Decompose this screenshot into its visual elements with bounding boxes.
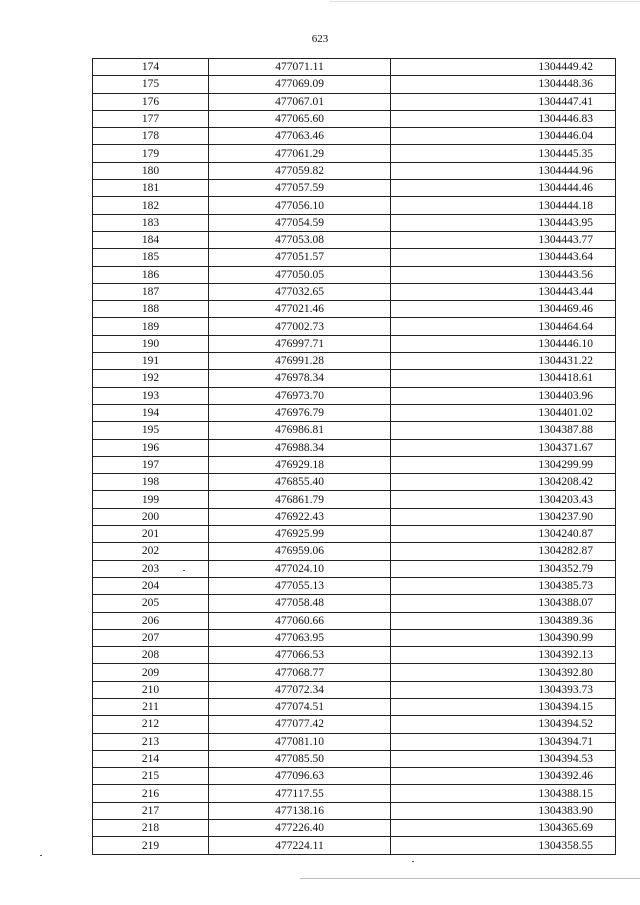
point-number-cell: 184: [93, 231, 209, 248]
x-coordinate-cell: 477085.50: [209, 750, 391, 767]
point-number-cell: 197: [93, 456, 209, 473]
coordinates-table: [92, 58, 616, 855]
y-coordinate-cell: 1304443.64: [391, 249, 616, 266]
y-coordinate-cell: 1304443.77: [391, 231, 616, 248]
table-row: [93, 595, 616, 612]
point-number-cell: 181: [93, 180, 209, 197]
y-coordinate-cell: 1304365.69: [391, 820, 616, 837]
table-row: [93, 456, 616, 473]
table-row: [93, 508, 616, 525]
table-row: [93, 76, 616, 93]
y-coordinate-cell: 1304449.42: [391, 59, 616, 76]
table-row: [93, 318, 616, 335]
point-number-cell: 182: [93, 197, 209, 214]
table-row: [93, 526, 616, 543]
table-row: [93, 577, 616, 594]
point-number-cell: 191: [93, 353, 209, 370]
y-coordinate-cell: 1304385.73: [391, 577, 616, 594]
y-coordinate-cell: 1304388.07: [391, 595, 616, 612]
y-coordinate-cell: 1304394.71: [391, 733, 616, 750]
y-coordinate-cell: 1304418.61: [391, 370, 616, 387]
x-coordinate-cell: 477224.11: [209, 837, 391, 854]
point-number-cell: 194: [93, 404, 209, 421]
y-coordinate-cell: 1304240.87: [391, 526, 616, 543]
point-number-cell: 192: [93, 370, 209, 387]
table-row: [93, 491, 616, 508]
table-row: [93, 837, 616, 854]
x-coordinate-cell: 477065.60: [209, 110, 391, 127]
y-coordinate-cell: 1304390.99: [391, 629, 616, 646]
scan-speck: [40, 855, 42, 856]
x-coordinate-cell: 477053.08: [209, 231, 391, 248]
table-row: [93, 301, 616, 318]
scan-speck: [412, 861, 414, 862]
y-coordinate-cell: 1304394.53: [391, 750, 616, 767]
y-coordinate-cell: 1304203.43: [391, 491, 616, 508]
point-number-cell: 187: [93, 283, 209, 300]
x-coordinate-cell: 477032.65: [209, 283, 391, 300]
table-row: [93, 768, 616, 785]
point-number-cell: 190: [93, 335, 209, 352]
y-coordinate-cell: 1304393.73: [391, 681, 616, 698]
y-coordinate-cell: 1304388.15: [391, 785, 616, 802]
y-coordinate-cell: 1304469.46: [391, 301, 616, 318]
point-number-cell: 201: [93, 526, 209, 543]
y-coordinate-cell: 1304237.90: [391, 508, 616, 525]
table-row: [93, 698, 616, 715]
y-coordinate-cell: 1304443.95: [391, 214, 616, 231]
y-coordinate-cell: 1304383.90: [391, 802, 616, 819]
point-number-cell: 205: [93, 595, 209, 612]
point-number-cell: 193: [93, 387, 209, 404]
x-coordinate-cell: 477061.29: [209, 145, 391, 162]
x-coordinate-cell: 476997.71: [209, 335, 391, 352]
x-coordinate-cell: 477066.53: [209, 647, 391, 664]
x-coordinate-cell: 476922.43: [209, 508, 391, 525]
page-number: 623: [311, 33, 329, 45]
y-coordinate-cell: 1304387.88: [391, 422, 616, 439]
y-coordinate-cell: 1304446.10: [391, 335, 616, 352]
point-number-cell: 212: [93, 716, 209, 733]
table-row: [93, 335, 616, 352]
x-coordinate-cell: 477058.48: [209, 595, 391, 612]
x-coordinate-cell: 476986.81: [209, 422, 391, 439]
x-coordinate-cell: 477074.51: [209, 698, 391, 715]
table-row: [93, 197, 616, 214]
point-number-cell: 216: [93, 785, 209, 802]
table-row: [93, 353, 616, 370]
point-number-cell: 199: [93, 491, 209, 508]
y-coordinate-cell: 1304444.96: [391, 162, 616, 179]
x-coordinate-cell: 477057.59: [209, 180, 391, 197]
table-row: [93, 59, 616, 76]
x-coordinate-cell: 477050.05: [209, 266, 391, 283]
table-row: [93, 404, 616, 421]
x-coordinate-cell: 477002.73: [209, 318, 391, 335]
point-number-cell: 208: [93, 647, 209, 664]
x-coordinate-cell: 476959.06: [209, 543, 391, 560]
x-coordinate-cell: 477081.10: [209, 733, 391, 750]
x-coordinate-cell: 477024.10: [209, 560, 391, 577]
y-coordinate-cell: 1304392.13: [391, 647, 616, 664]
x-coordinate-cell: 477063.46: [209, 128, 391, 145]
point-number-cell: 183: [93, 214, 209, 231]
point-number-cell: 189: [93, 318, 209, 335]
table-row: [93, 802, 616, 819]
table-row: [93, 647, 616, 664]
y-coordinate-cell: 1304389.36: [391, 612, 616, 629]
x-coordinate-cell: 477021.46: [209, 301, 391, 318]
x-coordinate-cell: 476973.70: [209, 387, 391, 404]
y-coordinate-cell: 1304358.55: [391, 837, 616, 854]
table-row: [93, 180, 616, 197]
x-coordinate-cell: 477226.40: [209, 820, 391, 837]
table-row: [93, 664, 616, 681]
y-coordinate-cell: 1304401.02: [391, 404, 616, 421]
table-row: [93, 93, 616, 110]
point-number-cell: 213: [93, 733, 209, 750]
table-row: [93, 283, 616, 300]
point-number-cell: 179: [93, 145, 209, 162]
point-number-cell: 198: [93, 474, 209, 491]
point-number-cell: 210: [93, 681, 209, 698]
point-number-cell: 218: [93, 820, 209, 837]
point-number-cell: 186: [93, 266, 209, 283]
table-row: [93, 387, 616, 404]
table-row: [93, 128, 616, 145]
point-number-cell: 196: [93, 439, 209, 456]
table-row: [93, 162, 616, 179]
x-coordinate-cell: 477068.77: [209, 664, 391, 681]
x-coordinate-cell: 477051.57: [209, 249, 391, 266]
table-row: [93, 474, 616, 491]
point-number-cell: 174: [93, 59, 209, 76]
table-row: [93, 145, 616, 162]
x-coordinate-cell: 477054.59: [209, 214, 391, 231]
table-row: [93, 231, 616, 248]
y-coordinate-cell: 1304392.80: [391, 664, 616, 681]
y-coordinate-cell: 1304446.04: [391, 128, 616, 145]
y-coordinate-cell: 1304403.96: [391, 387, 616, 404]
y-coordinate-cell: 1304431.22: [391, 353, 616, 370]
point-number-cell: 215: [93, 768, 209, 785]
point-number-cell: 202: [93, 543, 209, 560]
y-coordinate-cell: 1304282.87: [391, 543, 616, 560]
y-coordinate-cell: 1304464.64: [391, 318, 616, 335]
point-number-cell: 214: [93, 750, 209, 767]
y-coordinate-cell: 1304447.41: [391, 93, 616, 110]
x-coordinate-cell: 477077.42: [209, 716, 391, 733]
table-row: [93, 681, 616, 698]
y-coordinate-cell: 1304444.46: [391, 180, 616, 197]
y-coordinate-cell: 1304392.46: [391, 768, 616, 785]
table-row: [93, 249, 616, 266]
table-row: [93, 110, 616, 127]
table-row: [93, 612, 616, 629]
x-coordinate-cell: 477069.09: [209, 76, 391, 93]
x-coordinate-cell: 477067.01: [209, 93, 391, 110]
x-coordinate-cell: 476855.40: [209, 474, 391, 491]
x-coordinate-cell: 476861.79: [209, 491, 391, 508]
x-coordinate-cell: 476976.79: [209, 404, 391, 421]
x-coordinate-cell: 476991.28: [209, 353, 391, 370]
point-number-cell: 176: [93, 93, 209, 110]
x-coordinate-cell: 477055.13: [209, 577, 391, 594]
y-coordinate-cell: 1304371.67: [391, 439, 616, 456]
point-number-cell: 204: [93, 577, 209, 594]
coordinates-table-body: [93, 59, 616, 855]
table-row: [93, 266, 616, 283]
point-number-cell: 188: [93, 301, 209, 318]
y-coordinate-cell: 1304352.79: [391, 560, 616, 577]
x-coordinate-cell: 477059.82: [209, 162, 391, 179]
y-coordinate-cell: 1304446.83: [391, 110, 616, 127]
table-row: [93, 750, 616, 767]
point-number-cell: 200: [93, 508, 209, 525]
point-number-cell: 217: [93, 802, 209, 819]
y-coordinate-cell: 1304448.36: [391, 76, 616, 93]
table-row: [93, 629, 616, 646]
x-coordinate-cell: 477096.63: [209, 768, 391, 785]
x-coordinate-cell: 477056.10: [209, 197, 391, 214]
x-coordinate-cell: 476988.34: [209, 439, 391, 456]
point-number-cell: 185: [93, 249, 209, 266]
point-number-cell: 206: [93, 612, 209, 629]
table-row: [93, 560, 616, 577]
y-coordinate-cell: 1304299.99: [391, 456, 616, 473]
point-number-cell: 219: [93, 837, 209, 854]
x-coordinate-cell: 477072.34: [209, 681, 391, 698]
scan-edge-top: [330, 1, 640, 2]
y-coordinate-cell: 1304443.56: [391, 266, 616, 283]
y-coordinate-cell: 1304443.44: [391, 283, 616, 300]
x-coordinate-cell: 476925.99: [209, 526, 391, 543]
point-number-cell: 203: [93, 560, 209, 577]
table-row: [93, 543, 616, 560]
scan-edge-bottom: [300, 878, 640, 879]
x-coordinate-cell: 477138.16: [209, 802, 391, 819]
point-number-cell: 211: [93, 698, 209, 715]
x-coordinate-cell: 477063.95: [209, 629, 391, 646]
table-row: [93, 370, 616, 387]
point-number-cell: 175: [93, 76, 209, 93]
point-number-cell: 180: [93, 162, 209, 179]
table-row: [93, 733, 616, 750]
table-row: [93, 422, 616, 439]
point-number-cell: 195: [93, 422, 209, 439]
point-number-cell: 209: [93, 664, 209, 681]
y-coordinate-cell: 1304445.35: [391, 145, 616, 162]
y-coordinate-cell: 1304394.15: [391, 698, 616, 715]
point-number-cell: 207: [93, 629, 209, 646]
scan-speck: [183, 570, 185, 571]
x-coordinate-cell: 476978.34: [209, 370, 391, 387]
y-coordinate-cell: 1304394.52: [391, 716, 616, 733]
y-coordinate-cell: 1304208.42: [391, 474, 616, 491]
x-coordinate-cell: 477071.11: [209, 59, 391, 76]
table-row: [93, 785, 616, 802]
table-row: [93, 439, 616, 456]
x-coordinate-cell: 476929.18: [209, 456, 391, 473]
table-row: [93, 716, 616, 733]
table-row: [93, 214, 616, 231]
table-row: [93, 820, 616, 837]
x-coordinate-cell: 477060.66: [209, 612, 391, 629]
point-number-cell: 178: [93, 128, 209, 145]
x-coordinate-cell: 477117.55: [209, 785, 391, 802]
point-number-cell: 177: [93, 110, 209, 127]
y-coordinate-cell: 1304444.18: [391, 197, 616, 214]
